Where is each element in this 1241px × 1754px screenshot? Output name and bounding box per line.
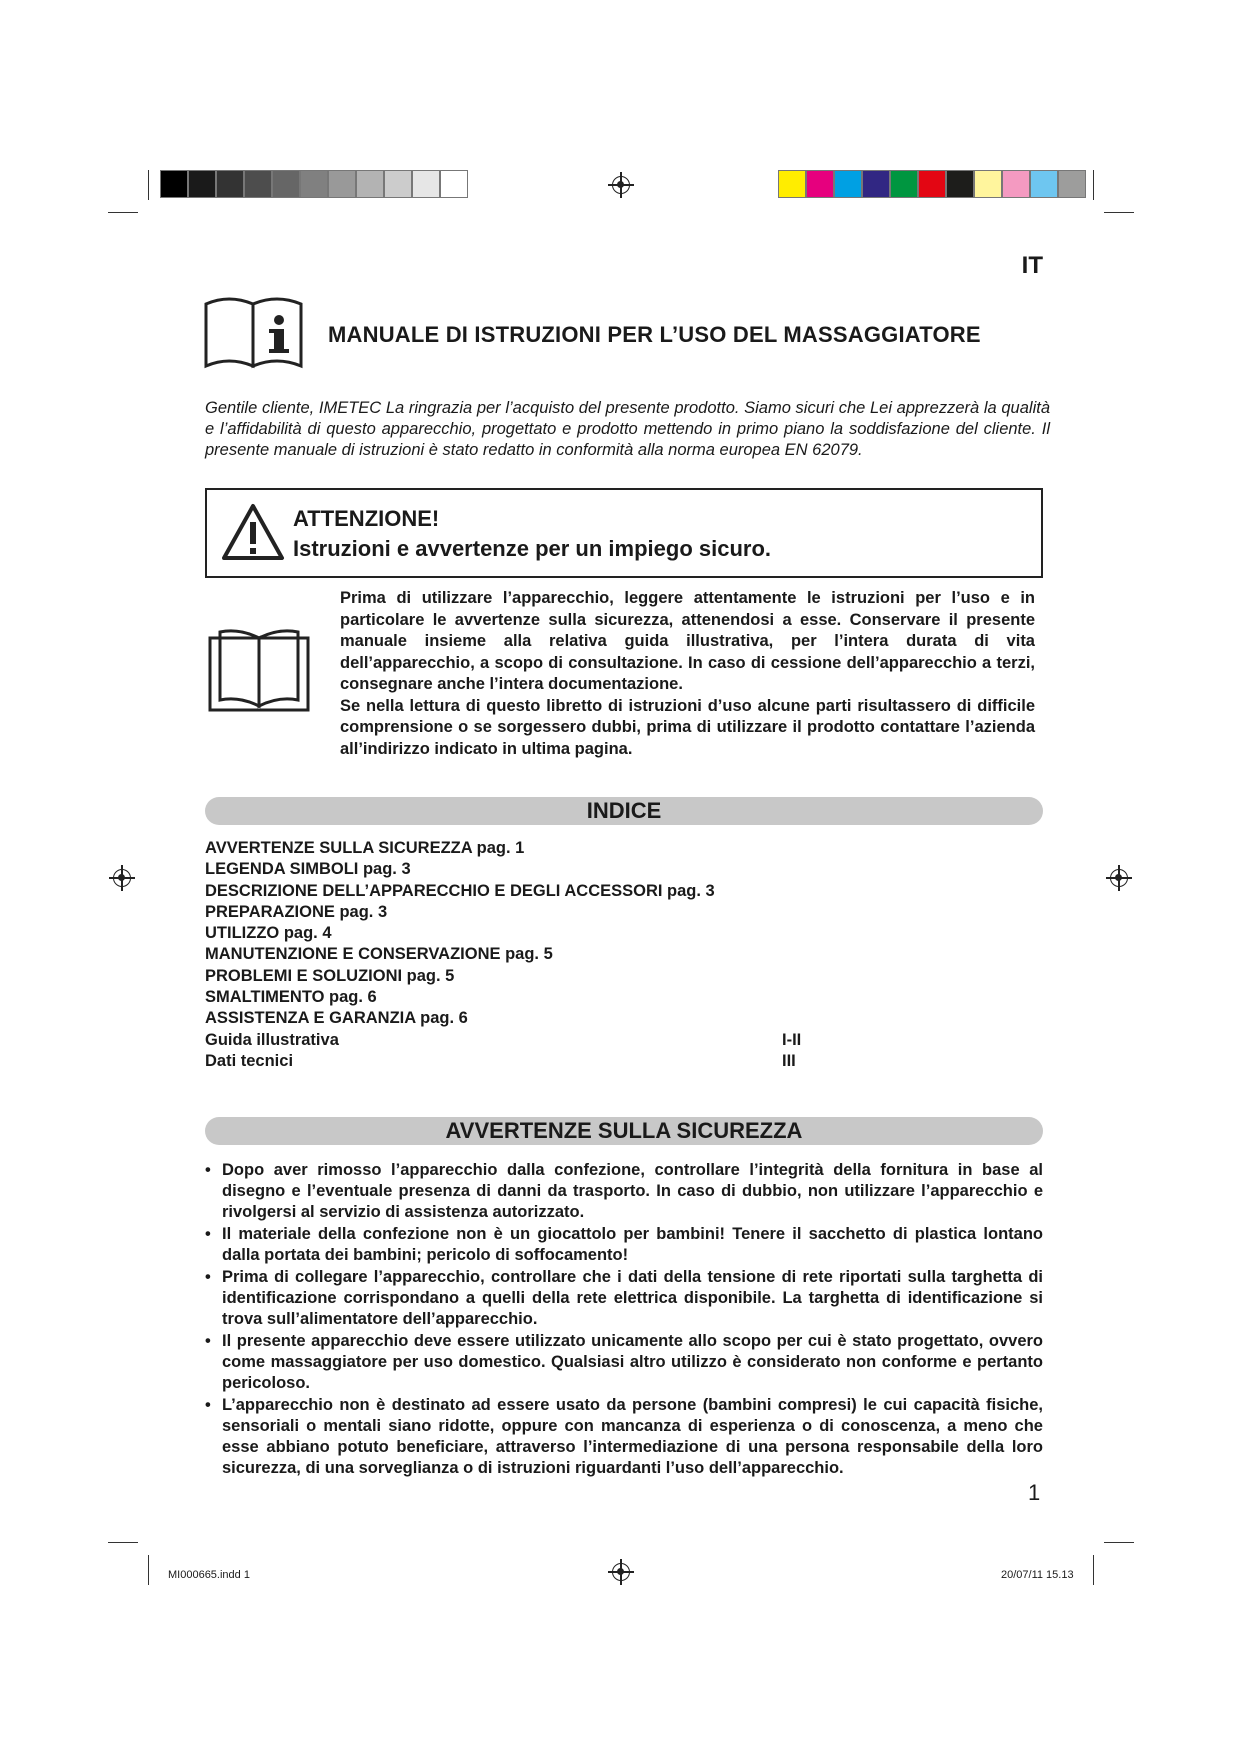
- bullet-dot: •: [205, 1268, 211, 1286]
- toc-entry: ASSISTENZA E GARANZIA pag. 6: [205, 1009, 468, 1028]
- registration-mark-icon: [1110, 869, 1128, 887]
- color-swatch-strip: [778, 170, 1086, 200]
- color-swatch: [890, 170, 918, 198]
- color-swatch: [974, 170, 1002, 198]
- language-code: IT: [1021, 252, 1043, 279]
- registration-mark-icon: [612, 1563, 630, 1581]
- crop-mark: [1093, 1555, 1094, 1585]
- crop-mark: [148, 1555, 149, 1585]
- toc-entry: SMALTIMENTO pag. 6: [205, 988, 377, 1007]
- bullet-dot: •: [205, 1332, 211, 1350]
- safety-heading-bar: AVVERTENZE SULLA SICUREZZA: [205, 1117, 1043, 1145]
- toc-entry: DESCRIZIONE DELL’APPARECCHIO E DEGLI ACCESSORI pag. 3: [205, 881, 715, 900]
- toc-entry: PREPARAZIONE pag. 3: [205, 902, 388, 921]
- crop-mark: [1093, 170, 1094, 200]
- crop-mark: [1104, 1542, 1134, 1543]
- toc-entry-page: III: [782, 1051, 796, 1070]
- manual-title: MANUALE DI ISTRUZIONI PER L’USO DEL MASSAGGIATORE: [328, 322, 981, 347]
- bullet-dot: •: [205, 1225, 211, 1243]
- crop-mark: [108, 1542, 138, 1543]
- registration-mark-icon: [612, 176, 630, 194]
- safety-bullet-text: L’apparecchio non è destinato ad essere usato da persone (bambini compresi) le cui capacità fisiche, sensoriali o mentali siano ridotte, oppure con mancanza di esperienza o di conoscenza, a meno che esse abbiano potuto beneficiare, attraverso l’intermediazione di una persona responsabile della loro sicurezza, di una sorveglianza o di istruzioni riguardanti l’uso dell’apparecchio.: [222, 1396, 1043, 1477]
- index-heading-bar: INDICE: [205, 797, 1043, 825]
- color-swatch: [300, 170, 328, 198]
- toc-entry-page: I-II: [782, 1030, 802, 1049]
- toc-entry: LEGENDA SIMBOLI pag. 3: [205, 860, 411, 879]
- read-instructions-paragraph: Se nella lettura di questo libretto di istruzioni d’uso alcune parti risultassero di difficile comprensione o se sorgessero dubbi, prima di utilizzare il prodotto contattare l’azienda all’indirizzo indicato in ultima pagina.: [340, 696, 1035, 758]
- warning-subheading: Istruzioni e avvertenze per un impiego sicuro.: [293, 536, 772, 561]
- crop-mark: [148, 170, 149, 200]
- color-swatch: [328, 170, 356, 198]
- page-number: 1: [1028, 1480, 1041, 1505]
- info-manual-icon: [203, 296, 305, 370]
- color-swatch: [244, 170, 272, 198]
- safety-bullet-item: [205, 1331, 1043, 1394]
- gray-swatch-strip: [160, 170, 468, 200]
- warning-box: [205, 488, 1043, 578]
- intro-paragraph: Gentile cliente, IMETEC La ringrazia per l’acquisto del presente prodotto. Siamo sicuri che Lei apprezzerà la qualità e l’affidabilità di questo apparecchio, progettato e prodotto mettendo in primo piano la soddisfazione del cliente. Il presente manuale di istruzioni è stato redatto in conformità alla norma europea EN 62079.: [205, 399, 1050, 459]
- safety-bullet-item: [205, 1267, 1043, 1330]
- safety-bullet-text: Il materiale della confezione non è un giocattolo per bambini! Tenere il sacchetto di plastica lontano dalla portata dei bambini; pericolo di soffocamento!: [222, 1225, 1043, 1264]
- color-swatch: [356, 170, 384, 198]
- color-swatch: [1002, 170, 1030, 198]
- read-instructions-text: [340, 588, 1035, 760]
- color-swatch: [160, 170, 188, 198]
- color-swatch: [806, 170, 834, 198]
- color-swatch: [1030, 170, 1058, 198]
- bullet-dot: •: [205, 1161, 211, 1179]
- color-swatch: [412, 170, 440, 198]
- footer-date: 20/07/11 15.13: [1001, 1569, 1074, 1581]
- safety-bullet-list: [205, 1160, 1043, 1480]
- color-swatch: [384, 170, 412, 198]
- color-swatch: [216, 170, 244, 198]
- toc-entry: [205, 1030, 845, 1051]
- color-swatch: [440, 170, 468, 198]
- registration-mark-icon: [113, 869, 131, 887]
- toc-entry: MANUTENZIONE E CONSERVAZIONE pag. 5: [205, 945, 553, 964]
- color-swatch: [862, 170, 890, 198]
- warning-triangle-icon: [221, 502, 285, 562]
- color-swatch: [272, 170, 300, 198]
- color-swatch: [778, 170, 806, 198]
- warning-heading: ATTENZIONE!: [293, 506, 440, 531]
- color-swatch: [188, 170, 216, 198]
- table-of-contents: [205, 838, 845, 1072]
- toc-entry-label: Guida illustrativa: [205, 1030, 339, 1049]
- toc-entry: UTILIZZO pag. 4: [205, 924, 332, 943]
- color-swatch: [834, 170, 862, 198]
- open-book-icon: [207, 628, 311, 714]
- safety-bullet-text: Prima di collegare l’apparecchio, controllare che i dati della tensione di rete riportati sulla targhetta di identificazione corrispondano a quelli della rete elettrica disponibile. La targhetta di identificazione si trova sull’alimentatore dell’apparecchio.: [222, 1268, 1043, 1328]
- color-swatch: [918, 170, 946, 198]
- color-swatch: [1058, 170, 1086, 198]
- read-instructions-paragraph: Prima di utilizzare l’apparecchio, leggere attentamente le istruzioni per l’uso e in particolare le avvertenze sulla sicurezza, attenendosi a esse. Conservare il presente manuale insieme alla relativa guida illustrativa, per l’intera durata di vita dell’apparecchio, a scopo di consultazione. In caso di cessione dell’apparecchio a terzi, consegnare anche l’intera documentazione.: [340, 589, 1035, 693]
- color-swatch: [946, 170, 974, 198]
- safety-bullet-item: [205, 1395, 1043, 1479]
- safety-bullet-item: [205, 1224, 1043, 1266]
- toc-entry: AVVERTENZE SULLA SICUREZZA pag. 1: [205, 839, 525, 857]
- toc-entry: [205, 1051, 845, 1072]
- crop-mark: [108, 212, 138, 213]
- safety-bullet-item: [205, 1160, 1043, 1223]
- bullet-dot: •: [205, 1396, 211, 1414]
- toc-entry-label: Dati tecnici: [205, 1051, 294, 1070]
- crop-mark: [1104, 212, 1134, 213]
- safety-bullet-text: Il presente apparecchio deve essere utilizzato unicamente allo scopo per cui è stato progettato, ovvero come massaggiatore per uso domestico. Qualsiasi altro utilizzo è considerato non conforme e pertanto pericoloso.: [222, 1332, 1043, 1392]
- footer-file-name: MI000665.indd 1: [168, 1569, 250, 1581]
- safety-bullet-text: Dopo aver rimosso l’apparecchio dalla confezione, controllare l’integrità della fornitura in base al disegno e l’eventuale presenza di danni da trasporto. In caso di dubbio, non utilizzare l’apparecchio e rivolgersi al servizio di assistenza autorizzato.: [222, 1161, 1043, 1221]
- toc-entry: PROBLEMI E SOLUZIONI pag. 5: [205, 966, 455, 985]
